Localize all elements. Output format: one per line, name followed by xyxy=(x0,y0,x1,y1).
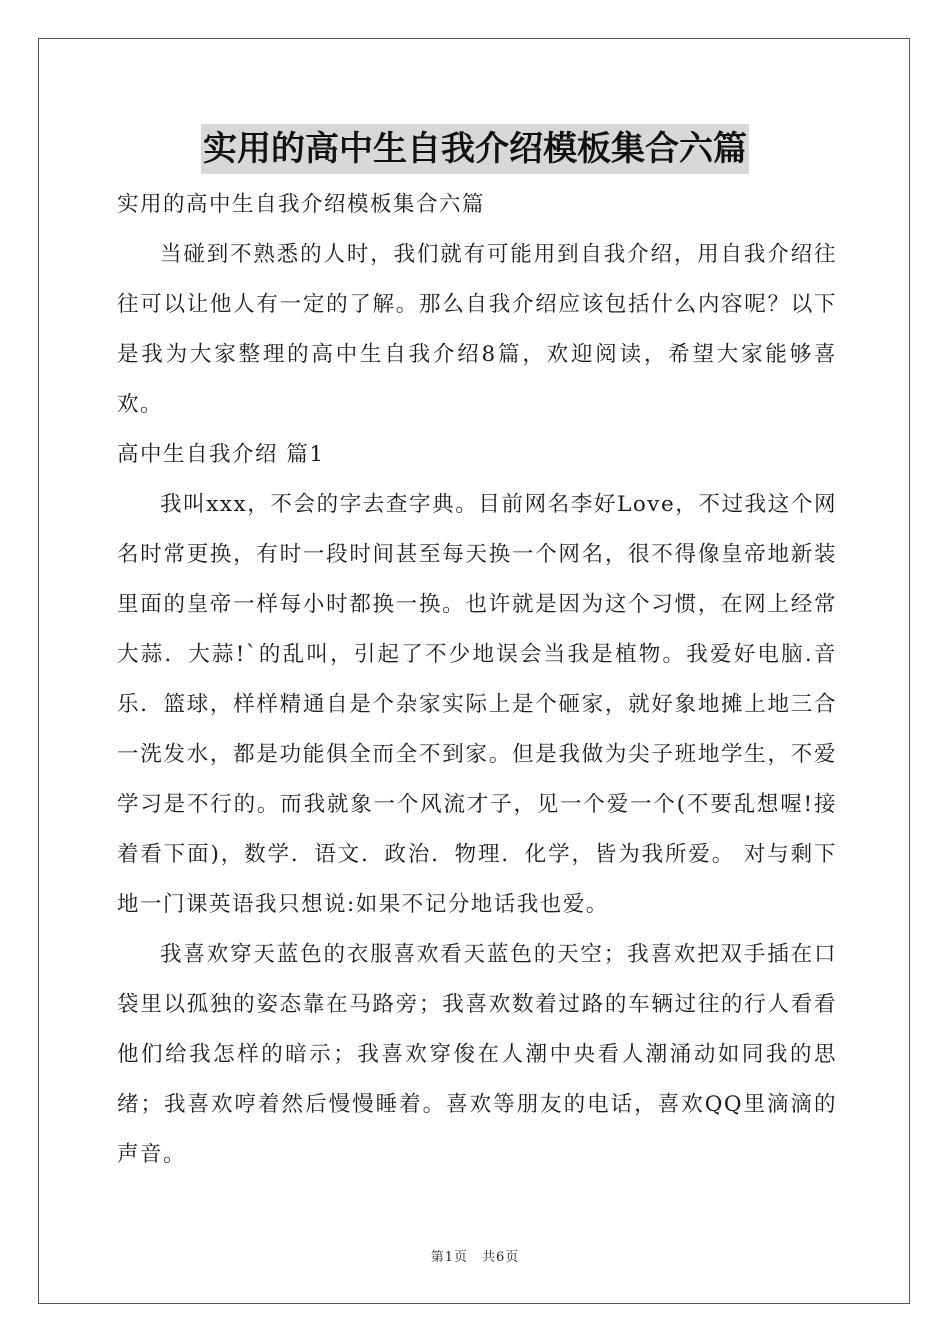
document-title: 实用的高中生自我介绍模板集合六篇 xyxy=(201,124,749,174)
section-heading: 高中生自我介绍 篇1 xyxy=(117,442,325,467)
page-number: 第1页 xyxy=(430,1250,468,1265)
body-paragraph: 我喜欢穿天蓝色的衣服喜欢看天蓝色的天空；我喜欢把双手插在口袋里以孤独的姿态靠在马路旁；我喜欢数着过路的车辆过往的行人看看他们给我怎样的暗示；我喜欢穿俊在人潮中央看人潮涌动如同我的思绪；我喜欢哼着然后慢慢睡着。喜欢等朋友的电话，喜欢QQ里滴滴的声音。 xyxy=(117,942,837,1167)
title-container xyxy=(0,124,950,174)
intro-paragraph: 当碰到不熟悉的人时，我们就有可能用到自我介绍，用自我介绍往往可以让他人有一定的了解。那么自我介绍应该包括什么内容呢？以下是我为大家整理的高中生自我介绍8篇，欢迎阅读，希望大家能够喜欢。 xyxy=(117,242,837,417)
page-footer xyxy=(0,1246,950,1265)
document-subtitle: 实用的高中生自我介绍模板集合六篇 xyxy=(117,192,486,217)
body-paragraph: 我叫xxx，不会的字去查字典。目前网名李好Love，不过我这个网名时常更换，有时一段时间甚至每天换一个网名，很不得像皇帝地新装里面的皇帝一样每小时都换一换。也许就是因为这个习惯，在网上经常大蒜．大蒜!`的乱叫，引起了不少地误会当我是植物。我爱好电脑.音乐．篮球，样样精通自是个杂家实际上是个砸家，就好象地摊上地三合一洗发水，都是功能俱全而全不到家。但是我做为尖子班地学生，不爱学习是不行的。而我就象一个风流才子，见一个爱一个(不要乱想喔!接着看下面)，数学．语文．政治．物理．化学，皆为我所爱。 对与剩下地一门课英语我只想说:如果不记分地话我也爱。 xyxy=(117,492,837,917)
page-total: 共6页 xyxy=(482,1250,520,1265)
document-body xyxy=(117,180,837,1180)
